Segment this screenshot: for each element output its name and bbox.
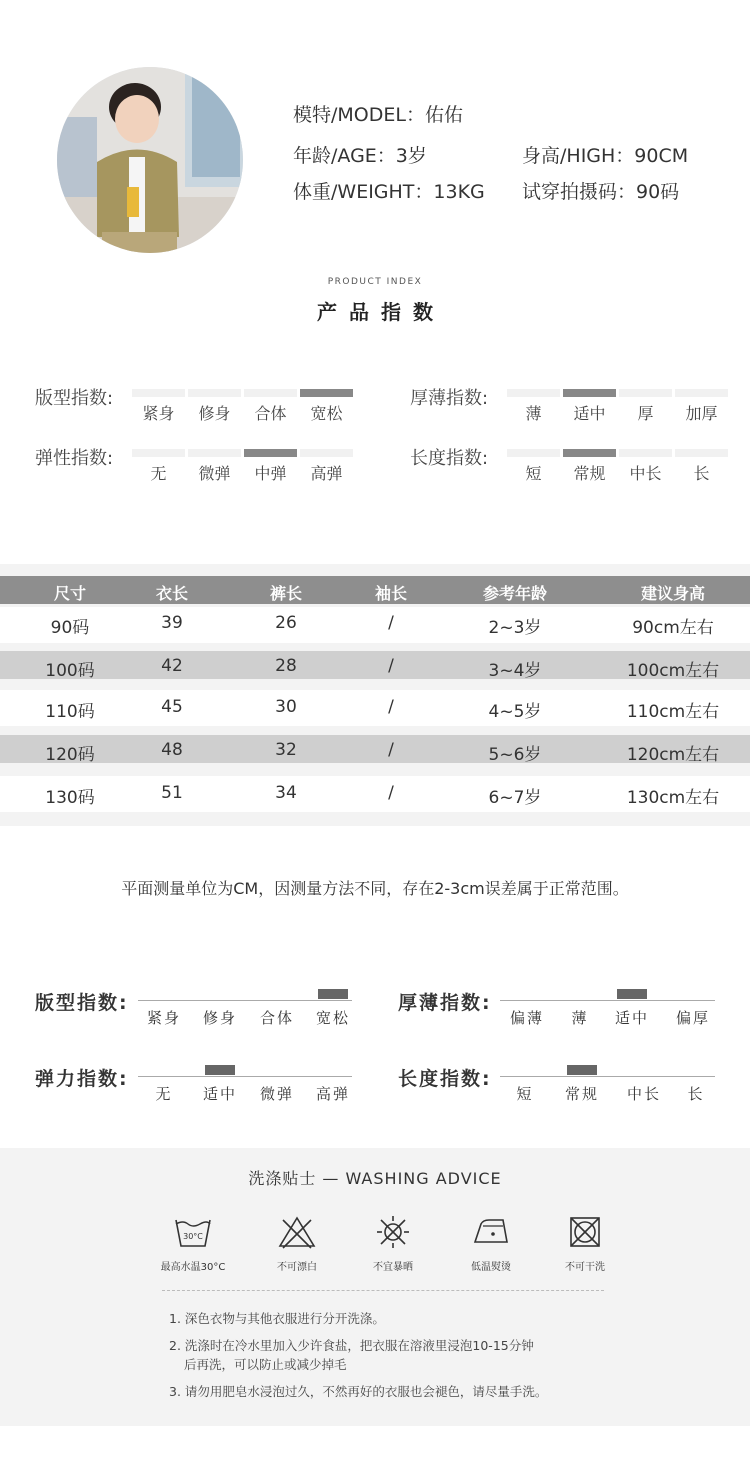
model-age: 年龄/AGE：3岁 [293, 145, 427, 167]
index-segment [507, 449, 560, 457]
washing-tip: 3. 请勿用肥皂水浸泡过久，不然再好的衣服也会褪色，请尽量手洗。 [169, 1384, 548, 1399]
washing-divider [162, 1290, 604, 1291]
index-segment [244, 389, 297, 397]
table-cell: 26 [275, 613, 297, 633]
table-cell: / [388, 656, 394, 676]
index-label: 弹力指数: [35, 1068, 129, 1090]
washing-tip: 1. 深色衣物与其他衣服进行分开洗涤。 [169, 1311, 385, 1326]
table-cell: / [388, 783, 394, 803]
index-option: 适中 [202, 1085, 237, 1103]
washing-icon-caption: 不可干洗 [565, 1262, 605, 1273]
index-line [138, 1000, 352, 1001]
index-option: 微弹 [259, 1085, 294, 1103]
index-segment [619, 449, 672, 457]
index-option: 无 [155, 1085, 173, 1103]
index-segment [675, 449, 728, 457]
index-option: 薄 [571, 1009, 589, 1027]
index-label: 厚薄指数: [398, 992, 492, 1014]
index-option: 长 [687, 1085, 705, 1103]
index-line [500, 1076, 715, 1077]
index-option: 微弹 [198, 464, 231, 483]
index-option: 高弹 [315, 1085, 350, 1103]
index-segment [300, 389, 353, 397]
table-cell: 28 [275, 656, 297, 676]
table-cell: 100码 [45, 661, 95, 681]
index-segment [675, 389, 728, 397]
index-segment [507, 389, 560, 397]
index-option: 偏厚 [675, 1009, 710, 1027]
table-cell: 51 [161, 783, 183, 803]
index-line [138, 1076, 352, 1077]
model-height: 身高/HIGH：90CM [522, 145, 689, 167]
model-trial-size: 试穿拍摄码：90码 [522, 181, 680, 203]
index-option: 适中 [614, 1009, 649, 1027]
index-option: 短 [516, 1085, 534, 1103]
index-option: 常规 [573, 464, 606, 483]
index-option: 中长 [626, 1085, 661, 1103]
index-option: 偏薄 [509, 1009, 544, 1027]
table-cell: 42 [161, 656, 183, 676]
index-segment [563, 449, 616, 457]
table-cell: 30 [275, 697, 297, 717]
washing-tip: 后再洗，可以防止或减少掉毛 [184, 1357, 347, 1372]
table-cell: 110码 [45, 702, 95, 722]
index-segment [132, 449, 185, 457]
table-cell: 45 [161, 697, 183, 717]
index-label: 弹性指数: [35, 448, 114, 469]
index-option: 紧身 [146, 1009, 181, 1027]
index-segment [619, 389, 672, 397]
washing-title: 洗涤贴士 — WASHING ADVICE [248, 1169, 502, 1188]
index-marker [617, 989, 647, 999]
index-option: 薄 [525, 404, 542, 423]
table-header-cell: 尺寸 [53, 584, 86, 603]
washing-icon-caption: 不宜暴晒 [373, 1262, 413, 1273]
table-cell: 110cm左右 [626, 702, 720, 722]
index-label: 长度指数: [410, 448, 489, 469]
model-name: 模特/MODEL：佑佑 [293, 104, 463, 126]
table-cell: / [388, 697, 394, 717]
washing-icon-caption: 不可漂白 [277, 1262, 317, 1273]
index-segment [563, 389, 616, 397]
index-label: 版型指数: [35, 388, 114, 409]
table-cell: / [388, 613, 394, 633]
table-cell: 130码 [45, 788, 95, 808]
index-label: 版型指数: [35, 992, 129, 1014]
svg-text:30°C: 30°C [183, 1232, 203, 1241]
product-index-title-en: PRODUCT INDEX [327, 277, 423, 287]
index-marker [318, 989, 348, 999]
index-option: 常规 [564, 1085, 599, 1103]
washing-icon-caption: 最高水温30°C [160, 1262, 226, 1273]
index-option: 修身 [198, 404, 231, 423]
index-segment [244, 449, 297, 457]
index-marker [567, 1065, 597, 1075]
table-cell: 120码 [45, 745, 95, 765]
table-header-cell: 袖长 [374, 584, 407, 603]
index-option: 厚 [637, 404, 654, 423]
index-segment [300, 449, 353, 457]
table-cell: 130cm左右 [626, 788, 720, 808]
table-cell: 5~6岁 [488, 745, 542, 765]
washing-tip: 2. 洗涤时在冷水里加入少许食盐，把衣服在溶液里浸泡10-15分钟 [169, 1338, 534, 1353]
no-bleach-icon [277, 1214, 317, 1250]
washing-icon-caption: 低温熨烫 [471, 1262, 511, 1273]
table-cell: 4~5岁 [488, 702, 542, 722]
table-cell: 32 [275, 740, 297, 760]
measurement-note: 平面测量单位为CM，因测量方法不同，存在2-3cm误差属于正常范围。 [121, 879, 629, 898]
table-cell: 3~4岁 [488, 661, 542, 681]
index-option: 合体 [259, 1009, 294, 1027]
index-marker [205, 1065, 235, 1075]
index-option: 紧身 [142, 404, 175, 423]
table-header-cell: 裤长 [269, 584, 302, 603]
no-dry-clean-icon [565, 1214, 605, 1250]
product-index-title-cn: 产品指数 [317, 300, 445, 324]
table-cell: 120cm左右 [626, 745, 720, 765]
index-segment [188, 449, 241, 457]
table-cell: 48 [161, 740, 183, 760]
low-iron-icon [471, 1214, 511, 1250]
table-cell: 2~3岁 [488, 618, 542, 638]
wash-30-icon [173, 1214, 213, 1250]
table-header-cell: 衣长 [155, 584, 188, 603]
index-option: 短 [525, 464, 542, 483]
index-segment [132, 389, 185, 397]
index-option: 适中 [573, 404, 606, 423]
index-option: 加厚 [685, 404, 718, 423]
model-weight: 体重/WEIGHT：13KG [293, 181, 485, 203]
index-option: 长 [693, 464, 710, 483]
index-option: 高弹 [310, 464, 343, 483]
index-option: 无 [150, 464, 167, 483]
table-cell: 90码 [50, 618, 90, 638]
table-cell: 100cm左右 [626, 661, 720, 681]
table-header-cell: 参考年龄 [482, 584, 547, 603]
model-photo [57, 67, 243, 253]
table-header-cell: 建议身高 [640, 584, 705, 603]
index-option: 合体 [254, 404, 287, 423]
table-cell: 6~7岁 [488, 788, 542, 808]
index-label: 厚薄指数: [410, 388, 489, 409]
index-option: 宽松 [315, 1009, 350, 1027]
table-cell: 39 [161, 613, 183, 633]
index-segment [188, 389, 241, 397]
index-option: 中长 [629, 464, 662, 483]
index-line [500, 1000, 715, 1001]
index-label: 长度指数: [398, 1068, 492, 1090]
index-option: 宽松 [310, 404, 343, 423]
table-cell: 90cm左右 [632, 618, 714, 638]
table-cell: 34 [275, 783, 297, 803]
index-option: 中弹 [254, 464, 287, 483]
no-sun-dry-icon [373, 1214, 413, 1250]
index-option: 修身 [202, 1009, 237, 1027]
table-cell: / [388, 740, 394, 760]
